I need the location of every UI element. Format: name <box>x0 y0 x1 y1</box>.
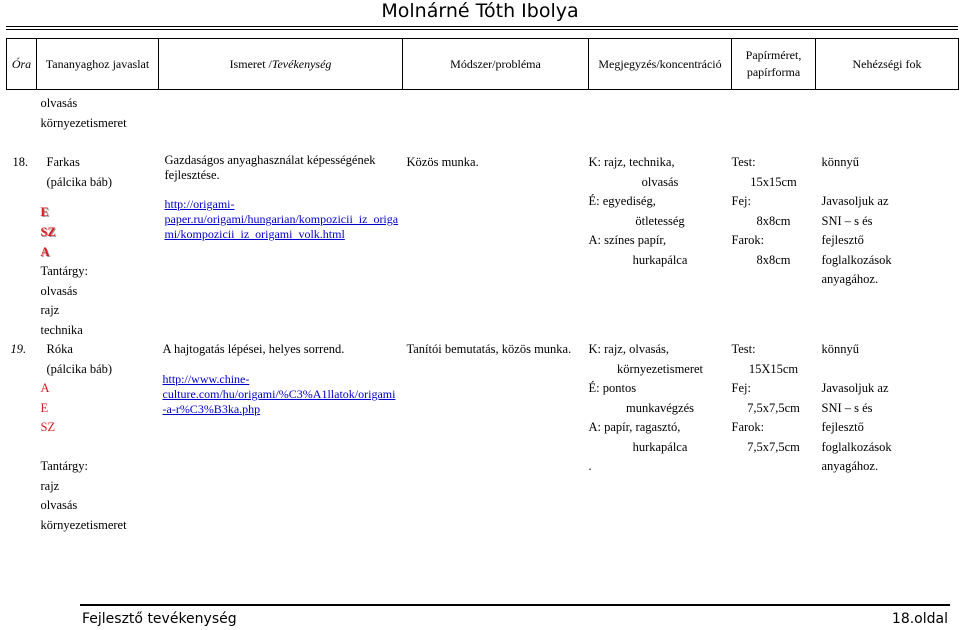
col-header-nehezseg: Nehézségi fok <box>816 39 959 90</box>
page-number: 18.oldal <box>891 611 948 627</box>
letter-sz: SZ <box>40 225 56 239</box>
lesson-plan-table <box>6 38 959 535</box>
topic-sub: (pálcika báb) <box>46 174 113 189</box>
megj-line: ötletesség <box>635 213 685 228</box>
tantargy-label: Tantárgy: <box>40 264 88 278</box>
difficulty-line: SNI – s és <box>821 213 873 228</box>
megj-line: hurkapálca <box>632 439 688 454</box>
papir-line: Test: <box>731 342 756 356</box>
papir-line: Test: <box>731 155 756 169</box>
difficulty-line: foglalkozások <box>821 439 892 454</box>
papir-line: 7,5x7,5cm <box>747 400 800 415</box>
letter-e: E <box>40 400 49 415</box>
topic-name: Farkas <box>46 155 80 169</box>
header-rule-2 <box>6 29 958 30</box>
megj-line: K: rajz, technika, <box>588 155 675 169</box>
difficulty-line: Javasoljuk az <box>821 194 889 208</box>
pre-row-item: olvasás <box>40 96 78 110</box>
letter-a: A <box>40 245 50 259</box>
resource-link[interactable]: paper.ru/origami/hungarian/kompozicii_iz_origa <box>164 212 399 226</box>
papir-line: 15x15cm <box>750 174 797 189</box>
megj-line: É: pontos <box>588 381 637 395</box>
footer-rule <box>80 604 950 606</box>
megj-line: olvasás <box>641 174 679 189</box>
difficulty-line: foglalkozások <box>821 252 892 267</box>
col-header-ora: Óra <box>7 39 37 90</box>
difficulty-spacer <box>822 173 959 193</box>
resource-link[interactable]: -a-r%C3%B3ka.php <box>162 401 261 416</box>
papir-line: Fej: <box>731 381 751 395</box>
tantargy-item: technika <box>40 322 83 337</box>
tantargy-item: olvasás <box>40 498 78 512</box>
resource-link[interactable]: http://www.chine- <box>162 371 250 386</box>
modszer-text: Tanítói bemutatás, közös munka. <box>406 342 572 356</box>
megj-line: . <box>588 459 592 473</box>
difficulty-line: könnyű <box>821 342 859 356</box>
modszer-text: Közös munka. <box>406 155 479 169</box>
papir-line: 7,5x7,5cm <box>747 439 800 454</box>
resource-link[interactable]: culture.com/hu/origami/%C3%A1llatok/origami <box>162 386 396 401</box>
col-header-megjegyzes: Megjegyzés/koncentráció <box>589 39 732 90</box>
difficulty-line: fejlesztő <box>821 420 864 434</box>
topic-sub: (pálcika báb) <box>46 361 113 376</box>
papir-line: Fej: <box>731 194 751 208</box>
difficulty-line: anyagához. <box>821 272 879 286</box>
difficulty-line: fejlesztő <box>821 233 864 247</box>
tantargy-label: Tantárgy: <box>40 459 88 473</box>
letter-a: A <box>40 381 50 395</box>
megj-line: A: színes papír, <box>588 233 667 247</box>
col-header-modszer: Módszer/probléma <box>403 39 589 90</box>
page-header-title: Molnárné Tóth Ibolya <box>381 0 579 22</box>
tantargy-item: környezetismeret <box>40 517 127 532</box>
papir-line: Farok: <box>731 420 765 434</box>
col-header-papirmeret: Papírméret, papírforma <box>732 39 816 90</box>
megj-line: környezetismeret <box>616 361 704 376</box>
megj-line: hurkapálca <box>632 252 688 267</box>
ismeret-text: A hajtogatás lépései, helyes sorrend. <box>162 342 345 356</box>
pre-row <box>7 90 959 134</box>
papir-line: 8x8cm <box>756 213 791 228</box>
megj-line: K: rajz, olvasás, <box>588 342 670 356</box>
col-header-ismeret: Ismeret /Tevékenység <box>159 39 403 90</box>
footer-left-text: Fejlesztő tevékenység <box>82 611 237 627</box>
topic-name: Róka <box>46 342 73 356</box>
megj-line: É: egyediség, <box>588 194 656 208</box>
resource-link[interactable]: http://origami- <box>164 197 235 211</box>
difficulty-line: könnyű <box>821 155 859 169</box>
difficulty-line: anyagához. <box>821 459 879 473</box>
table-row <box>7 340 959 535</box>
tantargy-item: olvasás <box>40 283 78 298</box>
ismeret-text: Gazdaságos anyaghasználat képességének fejlesztése. <box>164 153 376 182</box>
pre-row-item: környezetismeret <box>40 115 127 130</box>
col-header-tananyag: Tananyaghoz javaslat <box>37 39 159 90</box>
resource-link[interactable]: mi/kompozicii_iz_origami_volk.html <box>164 227 345 241</box>
table-row <box>7 153 959 340</box>
lesson-number: 19. <box>10 342 27 356</box>
papir-line: Farok: <box>731 233 765 247</box>
difficulty-line: Javasoljuk az <box>821 381 889 395</box>
letter-e: E <box>40 205 49 219</box>
tantargy-item: rajz <box>40 303 60 317</box>
megj-line: munkavégzés <box>625 400 695 415</box>
header-rule <box>6 26 958 27</box>
papir-line: 15X15cm <box>748 361 799 376</box>
tantargy-item: rajz <box>40 478 60 493</box>
papir-line: 8x8cm <box>756 252 791 267</box>
difficulty-spacer <box>822 360 959 380</box>
difficulty-line: SNI – s és <box>821 400 873 415</box>
letter-sz: SZ <box>40 420 56 434</box>
lesson-number: 18. <box>12 155 29 169</box>
table-header-row <box>7 39 959 90</box>
megj-line: A: papír, ragasztó, <box>588 420 681 434</box>
